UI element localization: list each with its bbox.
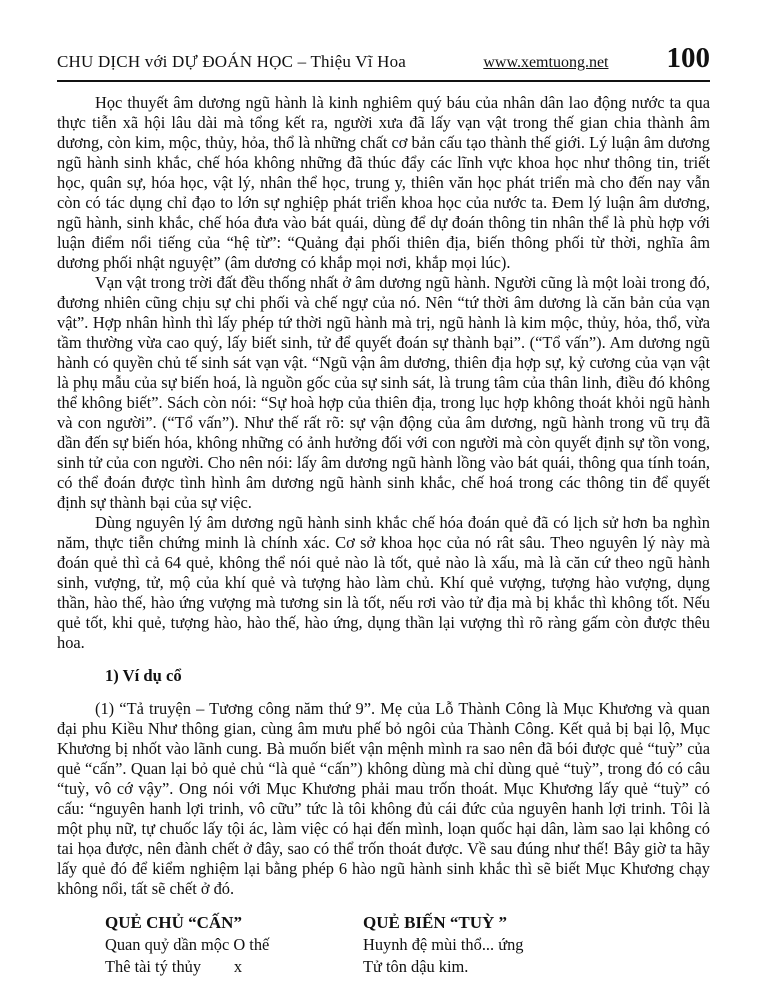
section-heading-vi-du-co: 1) Ví dụ cổ	[105, 666, 182, 685]
hexagram-changed-column	[363, 911, 524, 978]
paragraph-principle: Dùng nguyên lý âm dương ngũ hành sinh khắc chế hóa đoán quẻ đã có lịch sử hơn ba nghìn năm, thực tiễn chứng minh là chính xác. Cơ sở khoa học của nó rât sâu. Theo nguyên lý này mà đoán quẻ thì cả 64 quẻ, không thể nói quẻ nào là tốt, quẻ nào là xấu, mà là căn cứ theo ngũ hành sinh, vượng, tử, mộ của khí quẻ và tượng hào làm chủ. Khí quẻ vượng, tượng hào vượng, dụng thần, hào thế, hào ứng vượng mà tương sin là tốt, nếu rơi vào tử địa mà bị khắc thì không tốt. Nếu quẻ tốt, khi quẻ, tượng hào, hào thế, hào ứng, dụng thần lại vượng thì rõ ràng gấm còn được thêu hoa.	[57, 513, 710, 652]
paragraph-intro: Học thuyết âm dương ngũ hành là kinh nghiêm quý báu của nhân dân lao động nước ta qua thực tiễn xã hội lâu dài mà tổng kết ra, người xưa đã lấy vạn vật trong thế gian chia thành âm dương, còn kim, mộc, thủy, hỏa, thổ là những chất cơ bản cấu tạo thành thế giới. Lý luận âm dương ngũ hành sinh khắc, chế hóa không những đã thúc đẩy các lĩnh vực khoa học như thông tin, triết học, quân sự, hóa học, vật lý, nhân thể học, trung y, thiên văn học phát triển mà cho đến nay vẫn còn có tác dụng chỉ đạo to lớn sự nghiệp phát triển khoa học của nước ta. Đem lý luận âm dương, ngũ hành, sinh khắc, chế hóa đưa vào bát quái, dùng để dự đoán thông tin nhân thể là phù hợp với luận điểm nổi tiếng của “hệ từ”: “Quảng đại phối thiên địa, biến thông phối từ thời, nghĩa âm dương phối nhật nguyệt” (âm dương có khắp mọi nơi, khắp mọi lúc).	[57, 93, 710, 272]
website-link[interactable]: www.xemtuong.net	[483, 54, 609, 71]
paragraph-five-elements: Vạn vật trong trời đất đều thống nhất ở âm dương ngũ hành. Người cũng là một loài trong đó, đương nhiên cũng chịu sự chi phối và chế ngự của nó. Nên “tứ thời âm dương là căn bản của vạn vật”. Hợp nhân hình thì lấy phép tứ thời ngũ hành mà trị, ngũ hành là kim mộc, thủy, hỏa, thổ, vừa tầm thường vừa cao quý, lấy biết sinh, tử để quyết đoán sự thành bại”. (“Tổ vấn”). Am dương ngũ hành có quyền chủ tế sinh sát vạn vật. “Ngũ vận âm dương, thiên địa hợp sự, kỷ cương của vạn vật là phụ mẫu của sự biến hoá, là nguồn gốc của sự sinh sát, là trung tâm của thân linh, điều đó không thể không biết”. Sách còn nói: “Sự hoà hợp của thiên địa, trong lục hợp không thoát khỏi ngũ hành và con người”. (“Tổ vấn”). Như thế rất rõ: sự vận động của âm dương, ngũ hành trong vũ trụ đã dần đến sự biến hóa, không những có ảnh hưởng đối với con người mà còn quyết định sự tồn vong, sinh tử của con người. Cho nên nói: lấy âm dương ngũ hành lồng vào bát quái, thông qua tính toán, có thể đoán được tình hình âm dương ngũ hành sinh khắc, chế hoá trong các thông tin để quyết định sự thành bại của sự việc.	[57, 273, 710, 512]
hexagram-main-title: QUẺ CHỦ “CẤN”	[105, 913, 242, 932]
hexagram-main-line-2: Thê tài tý thủy x	[105, 957, 243, 976]
body-text	[57, 93, 710, 899]
page-number: 100	[666, 42, 710, 74]
header-divider	[57, 80, 710, 82]
book-title: CHU DỊCH với DỰ ĐOÁN HỌC – Thiệu Vĩ Hoa	[57, 52, 407, 71]
page-header	[57, 44, 710, 73]
hexagram-comparison	[57, 911, 710, 978]
hexagram-main-line-1: Quan quỷ dần mộc O thế	[105, 935, 270, 954]
hexagram-changed-line-1: Huynh đệ mùi thổ... ứng	[363, 935, 524, 954]
header-right	[483, 44, 710, 73]
hexagram-main-column	[105, 911, 363, 978]
paragraph-example-1: (1) “Tả truyện – Tương công năm thứ 9”. Mẹ của Lỗ Thành Công là Mục Khương và quan đại phu Kiều Như thông gian, cùng âm mưu phế bỏ ngôi của Thành Công. Kết quả bị bại lộ, Mục Khương bị nhốt vào lãnh cung. Bà muốn biết vận mệnh mình ra sao nên đã bói được quẻ “tuỳ” của quẻ “cấn”. Quan lại bỏ quẻ chủ “là quẻ “cấn”) không dùng mà chỉ dùng quẻ “tuỳ”, trong đó có câu “tuỳ, vô cớ vậy”. Ong nói với Mục Khương phải mau trốn thoát. Mục Khương lấy quẻ “tuỳ” có cấu: “nguyên hanh lợi trinh, vô cữu” tức là tôi không đủ cái đức của nguyên hanh lợi trinh. Tôi là một phụ nữ, tự chuốc lấy tội ác, làm việc có hại đến mình, loạn quốc hại dân, làm sao lại không có tai họa được, nên đành chết ở đây, sao có thể trốn thoát được. Về sau đúng như thế! Bây giờ ta hãy lấy quẻ đó để kiểm nghiệm lại bằng phép 6 hào ngũ hành sinh khắc thì sẽ biết Mục Khương chạy không nổi, tất sẽ chết ở đó.	[57, 699, 710, 898]
hexagram-changed-line-2: Tử tôn dậu kim.	[363, 957, 469, 976]
hexagram-changed-title: QUẺ BIẾN “TUỲ ”	[363, 913, 508, 932]
